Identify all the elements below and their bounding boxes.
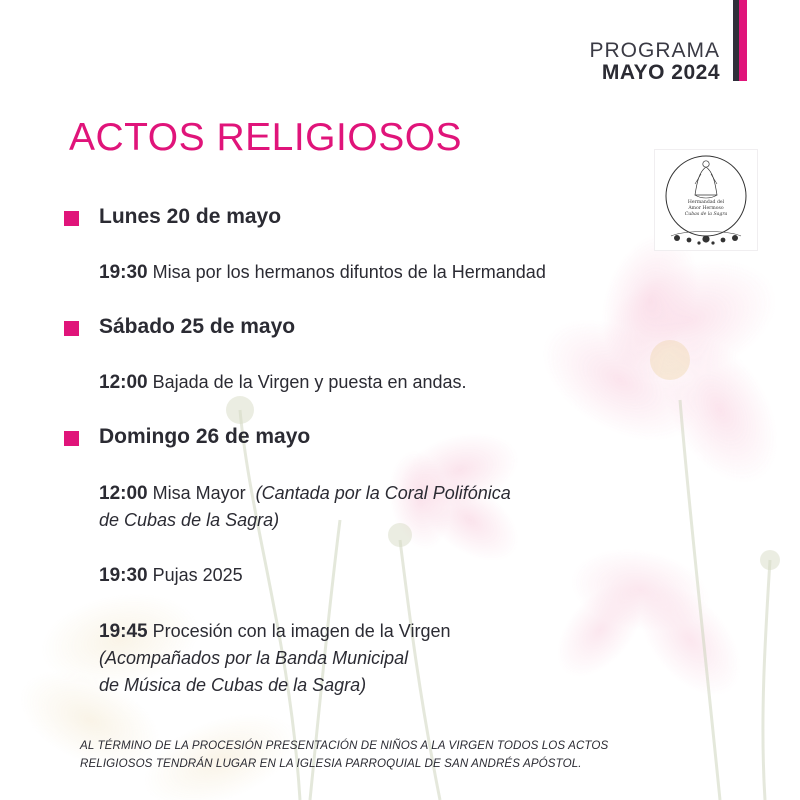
event-time: 19:30	[99, 262, 148, 283]
event-text: Misa por los hermanos difuntos de la Hermandad	[152, 262, 546, 282]
event-note: (Cantada por la Coral Polifónica	[255, 483, 511, 503]
event-item	[99, 618, 450, 699]
footer-line: AL TÉRMINO DE LA PROCESIÓN PRESENTACIÓN DE NIÑOS A LA VIRGEN TODOS LOS ACTOS	[80, 739, 609, 752]
logo-text-1: Hermandad del	[687, 200, 725, 205]
day-bullet	[64, 431, 79, 446]
day-bullet	[64, 211, 79, 226]
footer-line: RELIGIOSOS TENDRÁN LUGAR EN LA IGLESIA PARROQUIAL DE SAN ANDRÉS APÓSTOL.	[80, 757, 582, 770]
event-text: Bajada de la Virgen y puesta en andas.	[152, 372, 467, 392]
header-month: MAYO 2024	[601, 61, 720, 84]
day-heading: Domingo 26 de mayo	[99, 425, 311, 448]
event-item	[99, 562, 243, 589]
footer-note	[80, 737, 740, 773]
event-item	[99, 480, 511, 534]
header-label: PROGRAMA	[589, 39, 720, 62]
event-text: Misa Mayor	[152, 483, 246, 503]
event-time: 19:30	[99, 565, 148, 586]
event-text: Procesión con la imagen de la Virgen	[152, 621, 451, 641]
event-time: 12:00	[99, 483, 148, 504]
logo-text-2: Amor Hermoso	[688, 206, 724, 211]
event-time: 12:00	[99, 372, 148, 393]
event-note: (Acompañados por la Banda Municipal	[99, 648, 409, 668]
brotherhood-logo	[654, 149, 758, 251]
logo-text-3: Cubas de la Sagra	[684, 212, 728, 217]
event-item	[99, 259, 546, 286]
day-heading: Sábado 25 de mayo	[99, 315, 296, 338]
day-heading: Lunes 20 de mayo	[99, 205, 282, 228]
event-time: 19:45	[99, 621, 148, 642]
event-note: de Cubas de la Sagra)	[99, 510, 280, 530]
event-text: Pujas 2025	[152, 565, 243, 585]
day-bullet	[64, 321, 79, 336]
event-note: de Música de Cubas de la Sagra)	[99, 675, 367, 695]
page-title: ACTOS RELIGIOSOS	[69, 116, 463, 159]
event-item	[99, 369, 467, 396]
accent-bar-dark	[733, 0, 739, 81]
